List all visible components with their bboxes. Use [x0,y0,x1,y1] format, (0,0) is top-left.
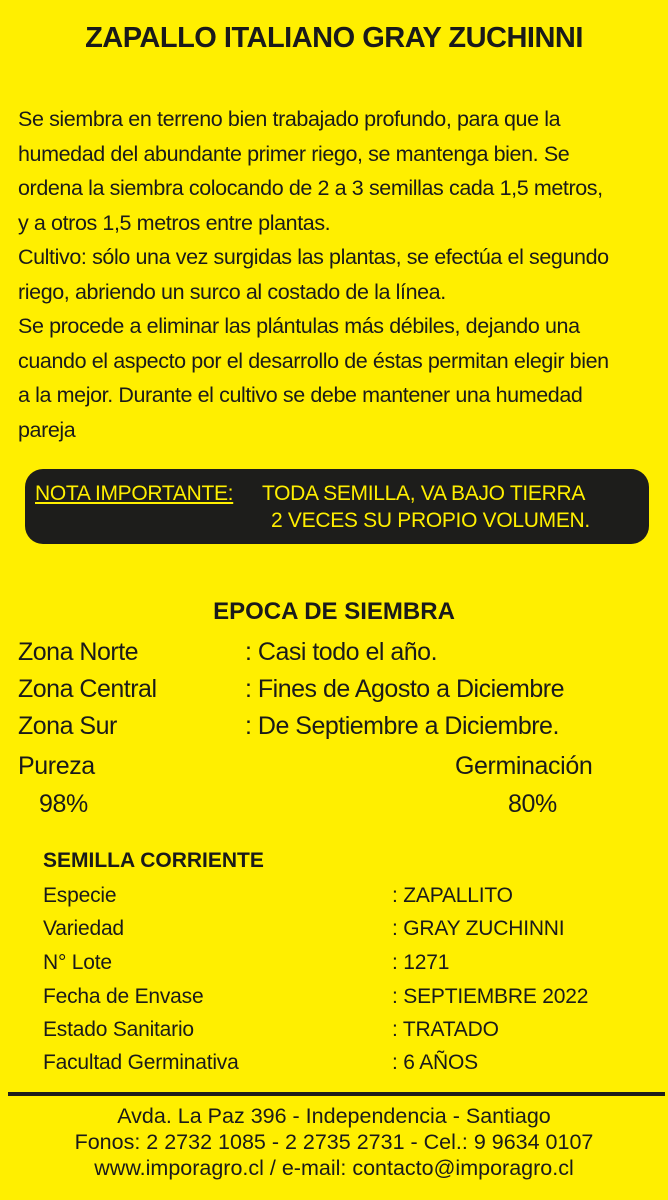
instruction-line: Cultivo: sólo una vez surgidas las plantas, se efectúa el segundo [18,245,609,269]
spec-value: : SEPTIEMBRE 2022 [392,985,589,1008]
spec-label: Variedad [43,917,124,940]
instruction-line: humedad del abundante primer riego, se mantenga bien. Se [18,141,570,166]
purity-value: 98% [39,790,88,818]
spec-value: : 6 AÑOS [392,1051,478,1074]
zone-name: Zona Central [18,675,157,703]
zone-name: Zona Norte [18,638,139,666]
footer-divider [8,1092,665,1096]
spec-value: : 1271 [392,951,450,974]
instruction-line: a la mejor. Durante el cultivo se debe mantener una humedad [18,383,583,407]
sowing-season-title: EPOCA DE SIEMBRA [213,598,455,625]
instruction-line: Se siembra en terreno bien trabajado profundo, para que la [18,107,561,131]
page-title: ZAPALLO ITALIANO GRAY ZUCHINNI [85,22,583,54]
important-note-box [25,469,649,544]
spec-value: : GRAY ZUCHINNI [392,917,565,940]
spec-label: Especie [43,884,117,907]
instruction-line: ordena la siembra colocando de 2 a 3 semillas cada 1,5 metros, [18,176,603,200]
footer-phones: Fonos: 2 2732 1085 - 2 2735 2731 - Cel.: 9 9634 0107 [74,1130,594,1154]
zone-value: : De Septiembre a Diciembre. [245,712,559,740]
zone-value: : Fines de Agosto a Diciembre [245,675,564,703]
spec-label: Fecha de Envase [43,985,204,1008]
instruction-line: pareja [18,417,76,442]
spec-value: : ZAPALLITO [392,884,513,907]
important-note-label: NOTA IMPORTANTE: [35,482,234,505]
important-note-line-1: TODA SEMILLA, VA BAJO TIERRA [262,482,586,505]
cultivation-instructions [18,102,658,447]
purity-label: Pureza [18,752,95,780]
germination-value: 80% [508,790,557,818]
footer-web-email: www.imporagro.cl / e-mail: contacto@imporagro.cl [94,1156,574,1180]
instruction-line: y a otros 1,5 metros entre plantas. [18,210,331,235]
important-note-line-2: 2 VECES SU PROPIO VOLUMEN. [271,509,590,532]
instruction-line: Se procede a eliminar las plántulas más débiles, dejando una [18,314,580,338]
spec-label: N° Lote [43,951,112,974]
spec-value: : TRATADO [392,1018,499,1041]
zone-name: Zona Sur [18,712,117,740]
spec-label: Facultad Germinativa [43,1051,239,1074]
zone-value: : Casi todo el año. [245,638,438,666]
instruction-line: riego, abriendo un surco al costado de la línea. [18,279,446,304]
footer-address: Avda. La Paz 396 - Independencia - Santiago [117,1104,551,1128]
instruction-line: cuando el aspecto por el desarrollo de éstas permitan elegir bien [18,348,609,373]
spec-label: Estado Sanitario [43,1018,194,1041]
seed-info-title: SEMILLA CORRIENTE [43,849,264,872]
germination-label: Germinación [455,752,593,780]
